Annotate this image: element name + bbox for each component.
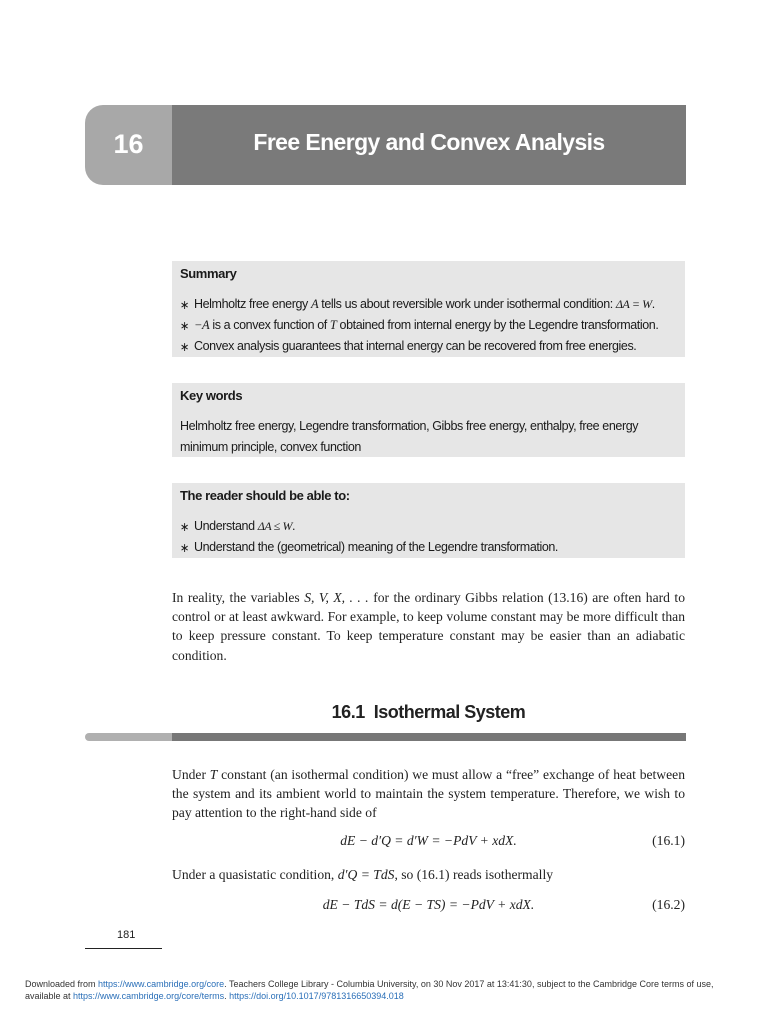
- objective-item: ∗ Understand the (geometrical) meaning of the Legendre transformation.: [180, 537, 677, 558]
- equation-body: dE − d′Q = d′W = −PdV + xdX.: [340, 833, 517, 848]
- body-paragraph: Under a quasistatic condition, d′Q = TdS, so (16.1) reads isothermally: [172, 867, 554, 882]
- summary-box: [172, 261, 685, 357]
- objective-item: ∗ Understand ΔA ≤ W.: [180, 516, 677, 537]
- equation-body: dE − TdS = d(E − TS) = −PdV + xdX.: [322, 897, 535, 912]
- summary-item: ∗ Helmholtz free energy A tells us about reversible work under isothermal condition: ΔA = W.: [180, 294, 677, 315]
- chapter-banner: [85, 105, 686, 185]
- chapter-number-box: [85, 105, 172, 185]
- body-paragraph: Under T constant (an isothermal condition) we must allow a “free” exchange of heat between the system and its ambient world to maintain the system temperature. Therefore, we wish to pay attention to the right-hand side of: [172, 767, 685, 821]
- learning-objectives-heading: The reader should be able to:: [180, 488, 350, 503]
- keywords-box: [172, 383, 685, 457]
- chapter-number: 16: [113, 129, 144, 159]
- keywords-text: Helmholtz free energy, Legendre transformation, Gibbs free energy, enthalpy, free energy minimum principle, convex function: [180, 419, 639, 454]
- section-rule: [85, 733, 686, 741]
- intro-paragraph: In reality, the variables S, V, X, . . . for the ordinary Gibbs relation (13.16) are often hard to control or at least awkward. For example, to keep volume constant may be more difficult than to keep pressure constant. To keep temperature constant may be easier than an adiabatic condition.: [172, 590, 685, 663]
- equation-number: (16.1): [652, 833, 685, 848]
- equation-number: (16.2): [652, 897, 685, 912]
- terms-link[interactable]: https://www.cambridge.org/core/terms: [73, 991, 225, 1001]
- section-heading: 16.1 Isothermal System: [331, 702, 526, 722]
- page-number: 181: [117, 929, 136, 941]
- summary-heading: Summary: [180, 266, 237, 281]
- chapter-title-box: [172, 105, 686, 185]
- summary-item: ∗ −A is a convex function of T obtained from internal energy by the Legendre transformation.: [180, 315, 677, 336]
- keywords-heading: Key words: [180, 388, 243, 403]
- chapter-title: Free Energy and Convex Analysis: [253, 129, 605, 155]
- summary-item: ∗ Convex analysis guarantees that internal energy can be recovered from free energies.: [180, 336, 677, 357]
- learning-objectives-box: [172, 483, 685, 558]
- download-footer: Downloaded from https://www.cambridge.org/core. Teachers College Library - Columbia University, on 30 Nov 2017 at 13:41:30, subject to the Cambridge Core terms of use, available at https://www.cambridge.org/core/terms. https://doi.org/10.1017/9781316650394.018: [25, 979, 714, 1001]
- page-number-rule: [85, 948, 162, 949]
- doi-link[interactable]: https://doi.org/10.1017/9781316650394.018: [229, 991, 404, 1001]
- cambridge-core-link[interactable]: https://www.cambridge.org/core: [98, 979, 225, 989]
